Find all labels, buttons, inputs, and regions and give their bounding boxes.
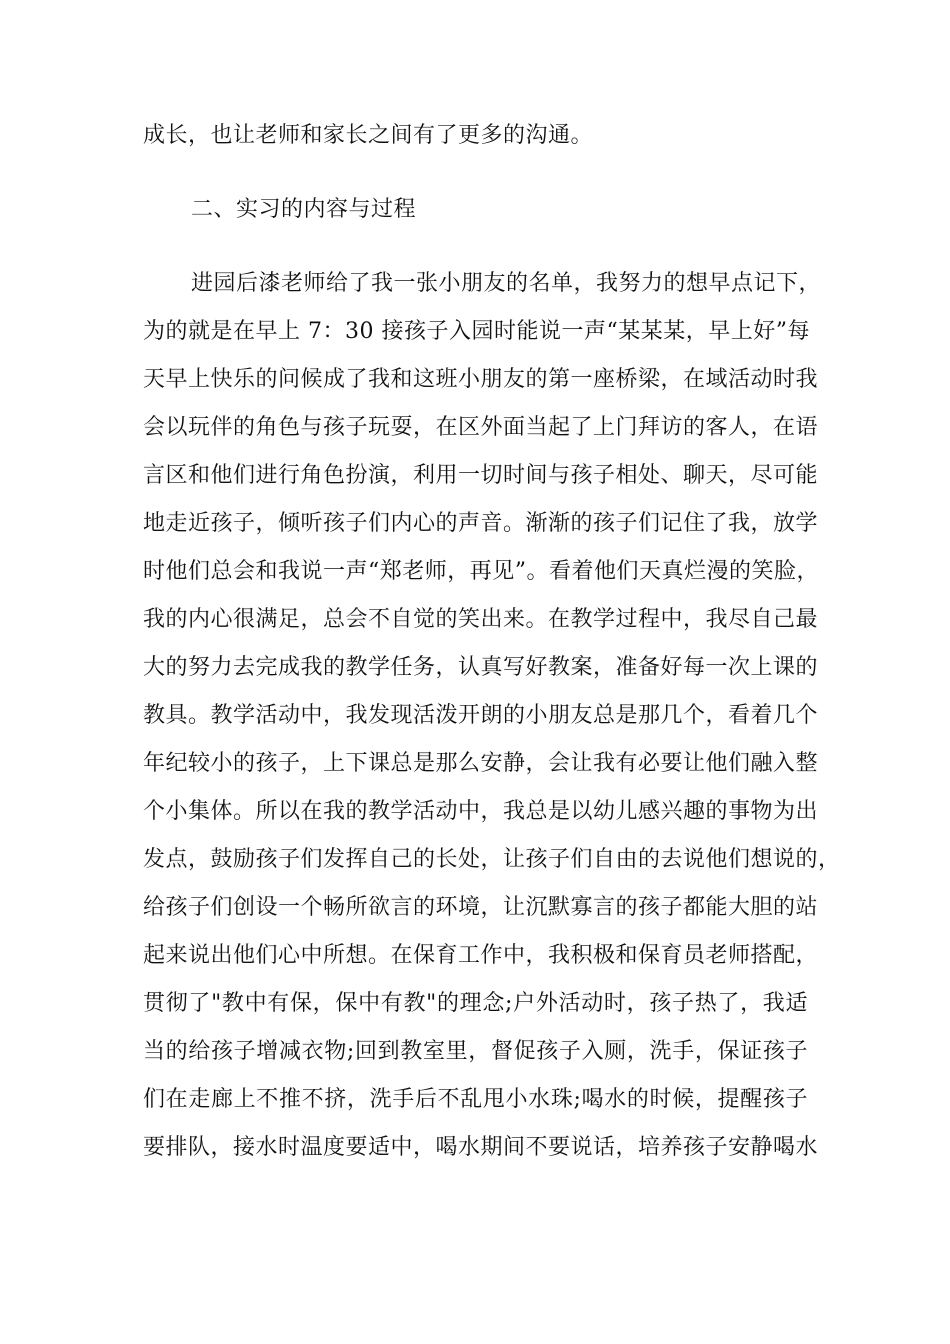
paragraph-2-line: 大的努力去完成我的教学任务，认真写好教案，准备好每一次上课的 — [143, 655, 819, 680]
paragraph-2-line: 们在走廊上不推不挤，洗手后不乱甩小水珠;喝水的时候，提醒孩子 — [143, 1087, 808, 1112]
paragraph-2-line: 会以玩伴的角色与孩子玩耍，在区外面当起了上门拜访的客人，在语 — [143, 415, 819, 440]
paragraph-2-line: 当的给孩子增减衣物;回到教室里，督促孩子入厕，洗手，保证孩子 — [143, 1039, 808, 1064]
paragraph-2-line: 我的内心很满足，总会不自觉的笑出来。在教学过程中，我尽自己最 — [143, 607, 819, 632]
paragraph-2-line: 天早上快乐的问候成了我和这班小朋友的第一座桥梁，在域活动时我 — [143, 367, 819, 392]
paragraph-2-line: 要排队，接水时温度要适中，喝水期间不要说话，培养孩子安静喝水 — [143, 1135, 819, 1160]
paragraph-2-line: 起来说出他们心中所想。在保育工作中，我积极和保育员老师搭配， — [143, 943, 819, 968]
paragraph-2-line: 给孩子们创设一个畅所欲言的环境，让沉默寡言的孩子都能大胆的站 — [143, 895, 819, 920]
paragraph-2-line: 地走近孩子，倾听孩子们内心的声音。渐渐的孩子们记住了我，放学 — [143, 511, 819, 536]
paragraph-2-line: 教具。教学活动中，我发现活泼开朗的小朋友总是那几个，看着几个 — [143, 703, 819, 728]
paragraph-2-line: 发点，鼓励孩子们发挥自己的长处，让孩子们自由的去说他们想说的， — [143, 847, 841, 872]
paragraph-2-line: 言区和他们进行角色扮演，利用一切时间与孩子相处、聊天，尽可能 — [143, 463, 819, 488]
paragraph-2-line: 个小集体。所以在我的教学活动中，我总是以幼儿感兴趣的事物为出 — [143, 799, 819, 824]
paragraph-2-line: 时他们总会和我说一声“郑老师，再见”。看着他们天真烂漫的笑脸， — [143, 559, 819, 584]
paragraph-2-line: 为的就是在早上 7：30 接孩子入园时能说一声“某某某，早上好”每 — [143, 319, 810, 344]
section-heading: 二、实习的内容与过程 — [191, 197, 417, 222]
paragraph-2-line: 进园后漆老师给了我一张小朋友的名单，我努力的想早点记下， — [191, 271, 822, 296]
paragraph-2-line: 贯彻了"教中有保，保中有教"的理念;户外活动时，孩子热了，我适 — [143, 991, 808, 1016]
paragraph-2-line: 年纪较小的孩子，上下课总是那么安静，会让我有必要让他们融入整 — [143, 751, 819, 776]
paragraph-1-line: 成长，也让老师和家长之间有了更多的沟通。 — [143, 123, 594, 148]
